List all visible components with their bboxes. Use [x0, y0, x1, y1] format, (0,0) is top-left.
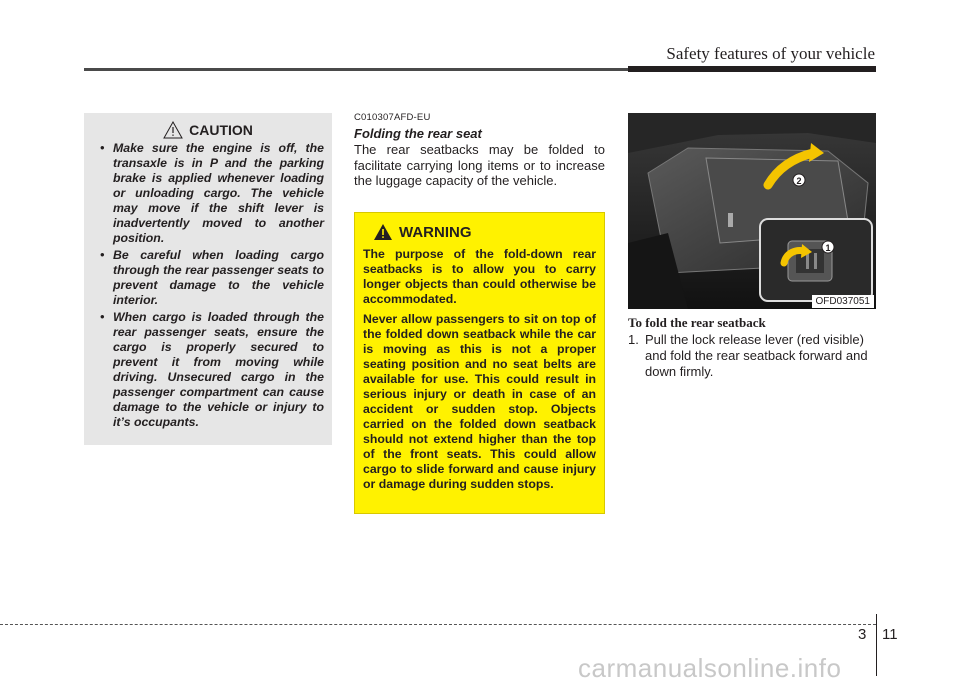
figure-code: OFD037051: [812, 295, 874, 308]
warning-paragraph: The purpose of the fold-down rear seatbacks is to allow you to carry longer objects than could otherwise be accommodated.: [363, 247, 596, 306]
footer-divider: [876, 614, 877, 676]
callout-1: 1: [825, 243, 831, 253]
step-number: 1.: [628, 332, 639, 347]
procedure-step: [628, 332, 878, 380]
caution-item: • When cargo is loaded through the rear passenger seats, ensure the cargo is properly secured to prevent it from moving while driving. Unsecured cargo in the passenger compartment can cause damage to the vehicle or injury to it’s occupants.: [100, 310, 324, 429]
seat-illustration: [628, 113, 876, 309]
caution-item: • Make sure the engine is off, the transaxle is in P and the parking brake is applied whenever loading or unloading cargo. The vehicle may move if the shift lever is inadvertently moved to another position.: [100, 141, 324, 245]
section-body: The rear seatbacks may be folded to facilitate carrying long items or to increase the luggage capacity of the vehicle.: [354, 142, 605, 188]
warning-box: [354, 212, 605, 514]
callout-2: 2: [796, 176, 802, 186]
procedure-title: To fold the rear seatback: [628, 315, 766, 330]
footer-rule: [0, 624, 876, 625]
caution-list: [92, 141, 324, 430]
header-rule-accent: [628, 66, 876, 72]
warning-triangle-icon: [373, 223, 393, 241]
running-header: Safety features of your vehicle: [666, 44, 875, 63]
seat-photo: [628, 113, 876, 309]
caution-header: [92, 121, 324, 139]
section-title: Folding the rear seat: [354, 126, 482, 141]
warning-header: [363, 223, 596, 241]
caution-triangle-icon: [163, 121, 183, 139]
page-number: 11: [882, 626, 898, 643]
warning-paragraph: Never allow passengers to sit on top of the folded down seatback while the car is moving as this is not a proper seating position and no seat belts are available for use. This could result in serious injury or death in case of an accident or sudden stop. Objects carried on the folded down seatback should not extend higher than the top of the front seats. This could allow cargo to slide forward and cause injury or damage during sudden stops.: [363, 312, 596, 491]
warning-title: WARNING: [399, 223, 472, 241]
caution-item: • Be careful when loading cargo through the rear passenger seats to prevent damage to the vehicle interior.: [100, 248, 324, 307]
chapter-number: 3: [858, 626, 867, 643]
watermark: carmanualsonline.info: [578, 653, 842, 683]
section-code: C010307AFD-EU: [354, 112, 431, 123]
step-text: Pull the lock release lever (red visible) and fold the rear seatback forward and down firmly.: [645, 332, 868, 379]
caution-box: [84, 113, 332, 445]
caution-title: CAUTION: [189, 122, 253, 138]
